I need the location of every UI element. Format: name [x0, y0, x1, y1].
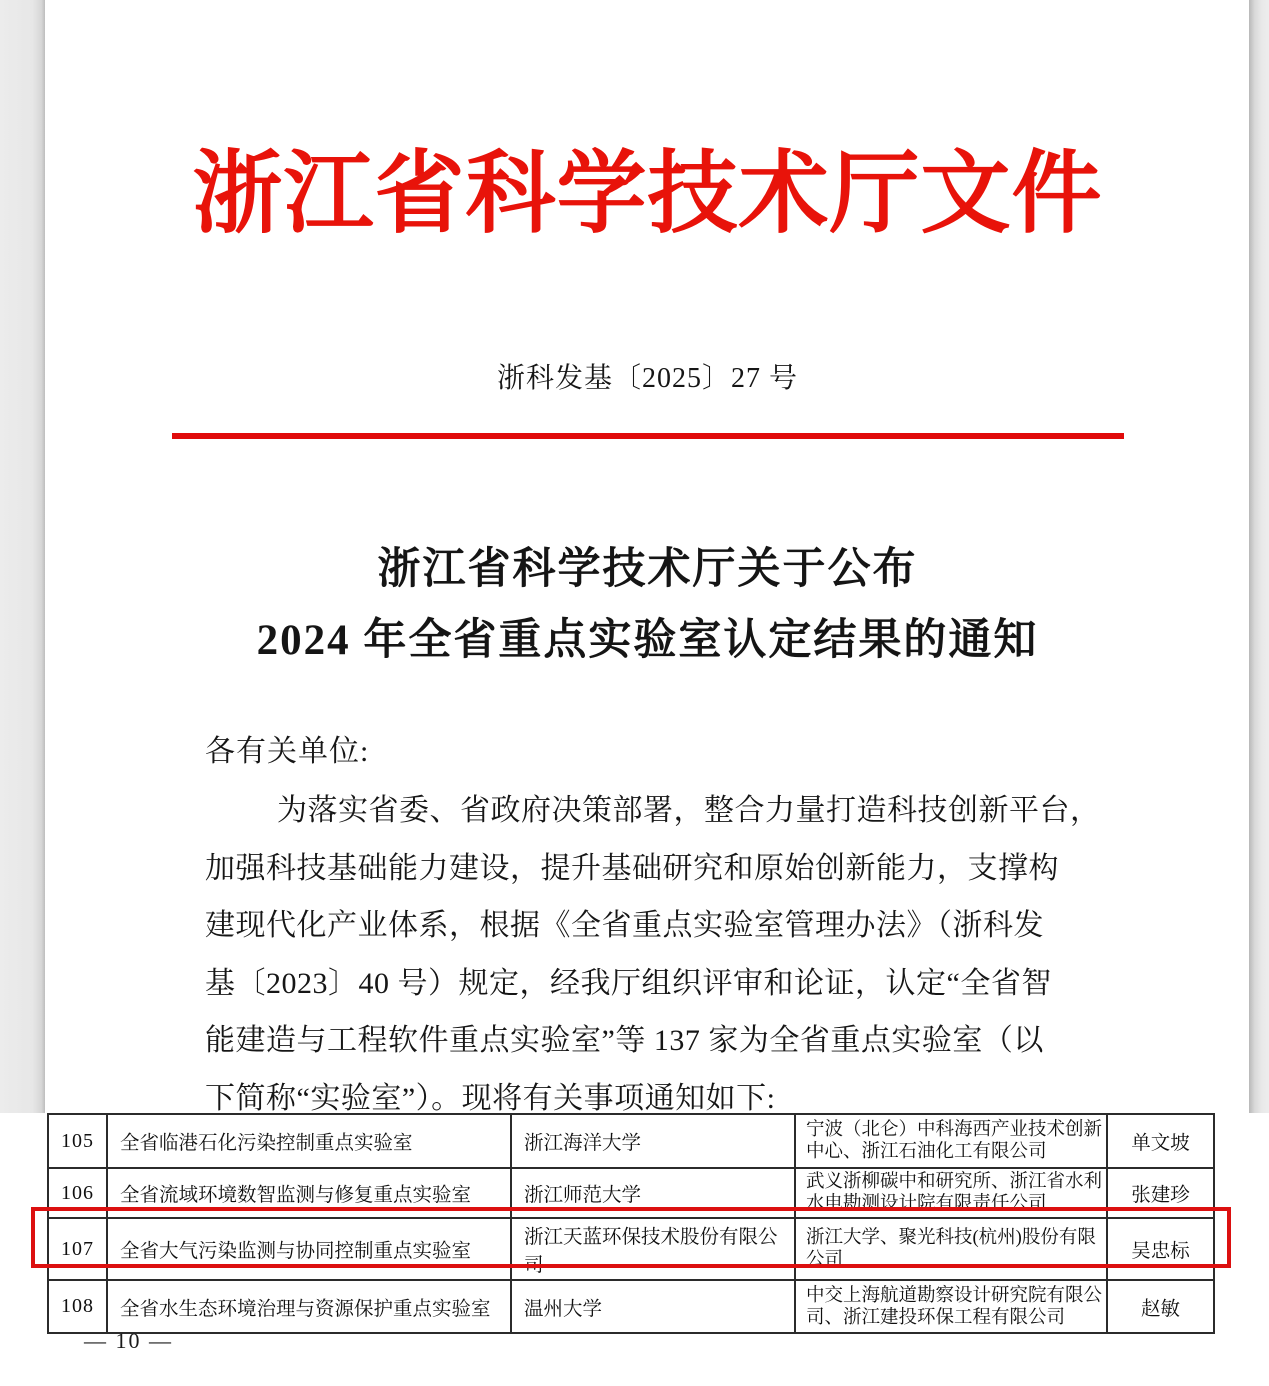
person-cell: 赵敏: [1107, 1280, 1214, 1333]
table-row-highlighted: [48, 1218, 1214, 1280]
table-row: [48, 1280, 1214, 1333]
body-line: 建现代化产业体系，根据《全省重点实验室管理办法》（浙科发: [205, 909, 1044, 942]
body-paragraph: [205, 782, 1105, 1127]
row-number-cell: 106: [48, 1168, 107, 1218]
partners-cell: 武义浙柳碳中和研究所、浙江省水利水电勘测设计院有限责任公司: [795, 1168, 1107, 1218]
person-cell: 单文坡: [1107, 1114, 1214, 1168]
lab-name-cell: 全省流域环境数智监测与修复重点实验室: [107, 1168, 511, 1218]
red-divider-line: [172, 433, 1124, 439]
document-header-title: 浙江省科学技术厅文件: [192, 145, 1103, 244]
partners-cell: 宁波（北仑）中科海西产业技术创新中心、浙江石油化工有限公司: [795, 1114, 1107, 1168]
person-cell: 吴忠标: [1107, 1218, 1214, 1280]
row-number-cell: 107: [48, 1218, 107, 1280]
table-row: [48, 1114, 1214, 1168]
person-cell: 张建珍: [1107, 1168, 1214, 1218]
table-row: [48, 1168, 1214, 1218]
body-line: 加强科技基础能力建设，提升基础研究和原始创新能力，支撑构: [205, 851, 1059, 885]
row-number-cell: 108: [48, 1280, 107, 1333]
body-line: 基〔2023〕40 号）规定，经我厅组织评审和论证，认定“全省智: [205, 966, 1052, 1000]
host-cell: 浙江师范大学: [511, 1168, 795, 1218]
page-margin-left: [0, 0, 45, 1113]
page-margin-right: [1249, 0, 1269, 1113]
host-cell: 温州大学: [511, 1280, 795, 1333]
lab-name-cell: 全省大气污染监测与协同控制重点实验室: [107, 1218, 511, 1280]
notice-title-line2: 2024 年全省重点实验室认定结果的通知: [256, 617, 1039, 664]
host-cell: 浙江海洋大学: [511, 1114, 795, 1168]
body-line: 下简称“实验室”）。现将有关事项通知如下:: [205, 1081, 776, 1115]
salutation: 各有关单位:: [205, 735, 370, 768]
lab-name-cell: 全省临港石化污染控制重点实验室: [107, 1114, 511, 1168]
lab-name-cell: 全省水生态环境治理与资源保护重点实验室: [107, 1280, 511, 1333]
results-table: [47, 1113, 1215, 1334]
notice-title-line1: 浙江省科学技术厅关于公布: [377, 546, 918, 593]
document-number: 浙科发基〔2025〕27 号: [496, 363, 798, 394]
row-number-cell: 105: [48, 1114, 107, 1168]
page-number: — 10 —: [84, 1328, 173, 1353]
body-line: 能建造与工程软件重点实验室”等 137 家为全省重点实验室（以: [205, 1024, 1044, 1057]
partners-cell: 浙江大学、聚光科技(杭州)股份有限公司: [795, 1218, 1107, 1280]
partners-cell: 中交上海航道勘察设计研究院有限公司、浙江建投环保工程有限公司: [795, 1280, 1107, 1333]
host-cell: 浙江天蓝环保技术股份有限公司: [511, 1218, 795, 1280]
body-line: 为落实省委、省政府决策部署，整合力量打造科技创新平台，: [277, 794, 1101, 827]
